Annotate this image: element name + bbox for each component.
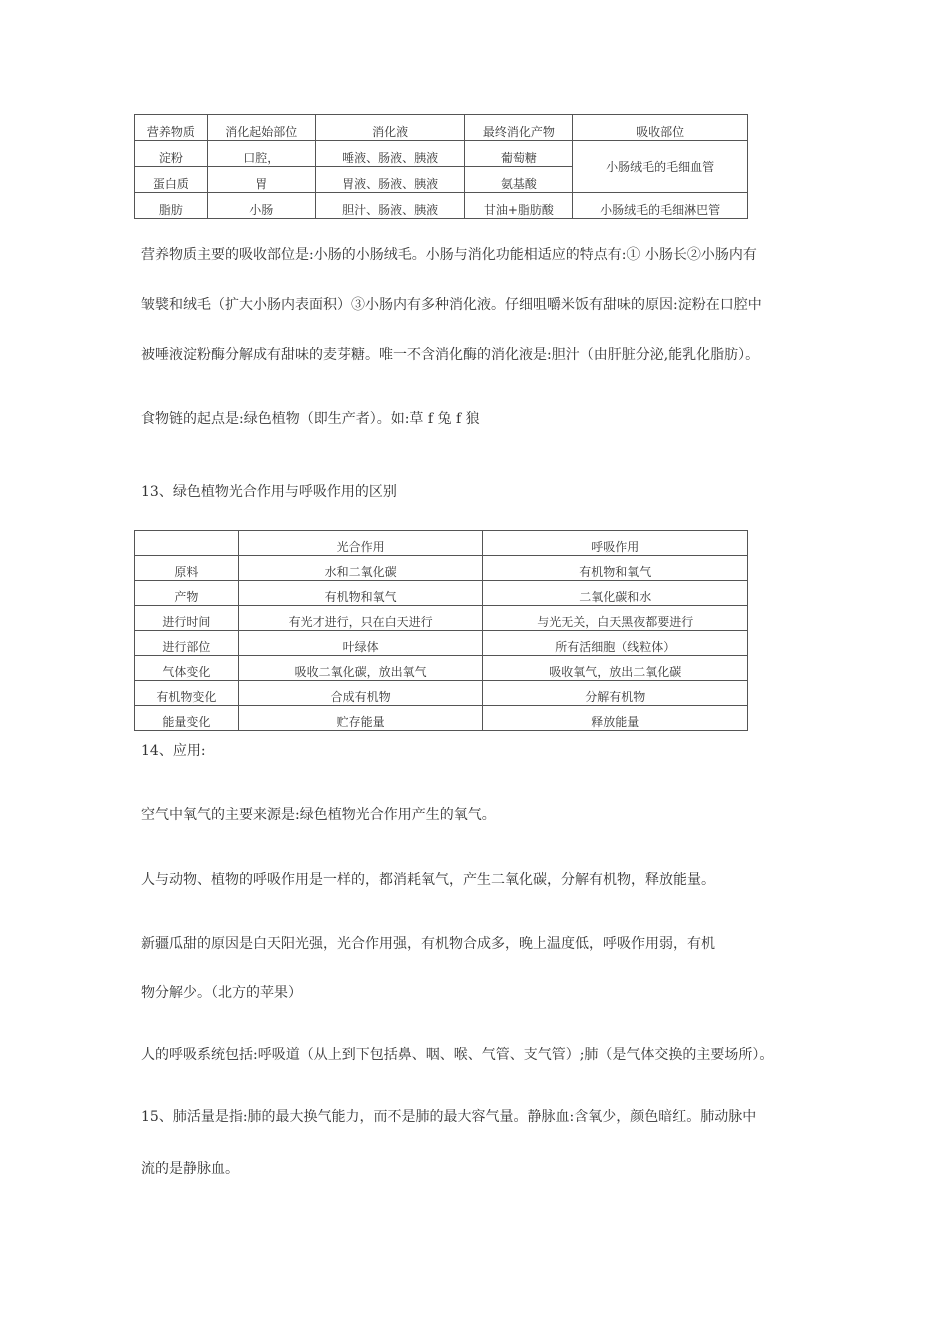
table-cell: 蛋白质 [135,167,208,193]
table-cell: 口腔， [207,141,315,167]
table-header-row [135,115,748,141]
paragraph-bile: 被唾液淀粉酶分解成有甜味的麦芽糖。唯一不含消化酶的消化液是:胆汁（由肝脏分泌,能乳化脂肪）。 [141,347,760,363]
table-cell: 有光才进行，只在白天进行 [238,606,483,631]
table-cell: 进行时间 [135,606,239,631]
table-cell: 合成有机物 [238,681,483,706]
table-cell: 产物 [135,581,239,606]
table-row [135,193,748,219]
paragraph-respiration: 人与动物、植物的呼吸作用是一样的，都消耗氧气，产生二氧化碳，分解有机物，释放能量。 [141,872,715,888]
table-cell: 胃 [207,167,315,193]
table-row [135,556,748,581]
table-header-cell: 消化液 [315,115,465,141]
heading-13: 13、绿色植物光合作用与呼吸作用的区别 [141,484,397,500]
table-header-cell: 消化起始部位 [207,115,315,141]
table-cell: 释放能量 [483,706,748,731]
table-header-cell: 吸收部位 [573,115,748,141]
table-cell: 气体变化 [135,656,239,681]
table-cell: 甘油+脂肪酸 [465,193,573,219]
table-cell: 能量变化 [135,706,239,731]
table-cell: 脂肪 [135,193,208,219]
table-header-cell: 光合作用 [238,531,483,556]
digestion-table [134,114,748,219]
table-cell: 胃液、肠液、胰液 [315,167,465,193]
table-cell: 水和二氧化碳 [238,556,483,581]
table-row [135,681,748,706]
table-cell: 原料 [135,556,239,581]
paragraph-oxygen-source: 空气中氧气的主要来源是:绿色植物光合作用产生的氧气。 [141,807,496,823]
table-cell: 有机物和氧气 [483,556,748,581]
table-cell: 葡萄糖 [465,141,573,167]
table-row [135,706,748,731]
table-header-cell: 最终消化产物 [465,115,573,141]
paragraph-food-chain: 食物链的起点是:绿色植物（即生产者）。如:草 f 兔 f 狼 [141,411,480,427]
paragraph-absorption: 营养物质主要的吸收部位是:小肠的小肠绒毛。小肠与消化功能相适应的特点有:① 小肠长②小肠内有 [141,247,757,263]
heading-14: 14、应用: [141,743,206,759]
table-header-cell [135,531,239,556]
table-cell: 氨基酸 [465,167,573,193]
table-cell: 吸收二氧化碳，放出氧气 [238,656,483,681]
merged-absorption-cell: 小肠绒毛的毛细血管 [573,141,748,193]
table-row [135,141,748,167]
table-cell: 二氧化碳和水 [483,581,748,606]
paragraph-vital-capacity-cont: 流的是静脉血。 [141,1161,239,1177]
table-cell: 唾液、肠液、胰液 [315,141,465,167]
table-row [135,656,748,681]
table-cell: 淀粉 [135,141,208,167]
table-cell: 小肠 [207,193,315,219]
table-row [135,606,748,631]
table-cell: 所有活细胞（线粒体） [483,631,748,656]
table-cell: 进行部位 [135,631,239,656]
table-row [135,581,748,606]
photosynthesis-respiration-table [134,530,748,731]
paragraph-xinjiang-melon: 新疆瓜甜的原因是白天阳光强，光合作用强，有机物合成多，晚上温度低，呼吸作用弱，有机 [141,936,715,952]
table-header-cell: 呼吸作用 [483,531,748,556]
table-cell: 叶绿体 [238,631,483,656]
table-cell: 分解有机物 [483,681,748,706]
table-row [135,631,748,656]
paragraph-villi: 皱襞和绒毛（扩大小肠内表面积）③小肠内有多种消化液。仔细咀嚼米饭有甜味的原因:淀粉在口腔中 [141,297,762,313]
table-cell: 吸收氧气，放出二氧化碳 [483,656,748,681]
table-header-row [135,531,748,556]
table-cell: 与光无关，白天黑夜都要进行 [483,606,748,631]
paragraph-respiratory-system: 人的呼吸系统包括:呼吸道（从上到下包括鼻、咽、喉、气管、支气管）;肺（是气体交换的主要场所）。 [141,1047,774,1063]
paragraph-xinjiang-melon-cont: 物分解少。（北方的苹果） [141,985,302,1001]
table-header-cell: 营养物质 [135,115,208,141]
table-cell: 有机物和氧气 [238,581,483,606]
table-cell: 有机物变化 [135,681,239,706]
table-cell: 小肠绒毛的毛细淋巴管 [573,193,748,219]
paragraph-vital-capacity: 15、肺活量是指:肺的最大换气能力，而不是肺的最大容气量。静脉血:含氧少，颜色暗红。肺动脉中 [141,1109,757,1125]
table-cell: 贮存能量 [238,706,483,731]
table-cell: 胆汁、肠液、胰液 [315,193,465,219]
